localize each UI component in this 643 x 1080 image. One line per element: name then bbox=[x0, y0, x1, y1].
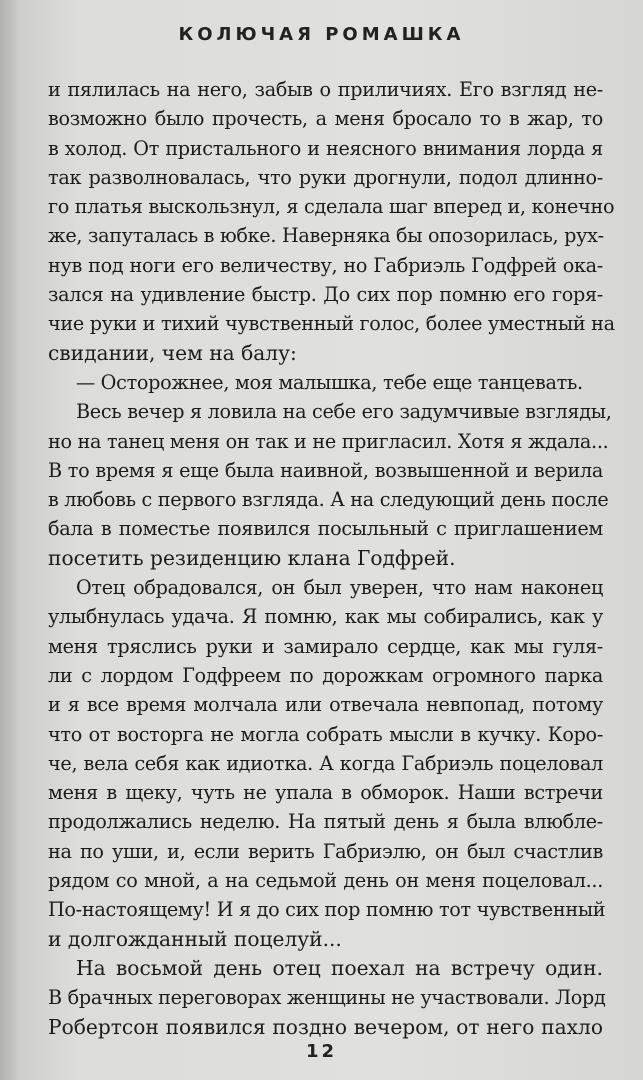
text-line: но на танец меня он так и не пригласил. Хотя я ждала... bbox=[48, 429, 609, 453]
text-line: что от восторга не могла собрать мысли в кучку. Коро- bbox=[48, 722, 603, 746]
text-line: В брачных переговорах женщины не участвовали. Лорд bbox=[48, 986, 606, 1010]
text-line: посетить резиденцию клана Годфрей. bbox=[48, 545, 456, 570]
text-line: свидании, чем на балу: bbox=[48, 340, 297, 365]
text-line: нув под ноги его величеству, но Габриэль Годфрей ока- bbox=[48, 253, 603, 277]
text-line: же, запуталась в юбке. Наверняка бы опозорилась, рух- bbox=[48, 224, 604, 248]
spine-shadow bbox=[0, 0, 20, 1080]
text-line: На восьмой день отец поехал на встречу один. bbox=[76, 955, 603, 980]
text-line: че, вела себя как идиотка. А когда Габриэль поцеловал bbox=[48, 751, 603, 775]
text-line: в любовь с первого взгляда. А на следующий день после bbox=[48, 488, 609, 512]
text-line: и я все время молчала или отвечала невпопад, потому bbox=[48, 693, 603, 717]
text-line: Весь вечер я ловила на себе его задумчивые взгляды, bbox=[76, 400, 612, 424]
text-line: на по уши, и, если верить Габриэлю, он был счастлив bbox=[48, 839, 603, 863]
text-line: улыбнулась удача. Я помню, как мы собирались, как у bbox=[48, 605, 603, 629]
text-line: так разволновалась, что руки дрогнули, подол длинно- bbox=[48, 165, 603, 189]
page-number: 12 bbox=[305, 1041, 338, 1062]
text-line: меня в щеку, чуть не упала в обморок. Наши встречи bbox=[48, 781, 603, 805]
text-line: го платья выскользнул, я сделала шаг вперед и, конечно bbox=[48, 195, 615, 219]
text-line: меня тряслись руки и замирало сердце, как мы гуля- bbox=[48, 634, 603, 658]
text-line: — Осторожнее, моя малышка, тебе еще танцевать. bbox=[76, 370, 583, 394]
text-line: в холод. От пристального и неясного внимания лорда я bbox=[48, 136, 603, 160]
text-line: бала в поместье появился посыльный с приглашением bbox=[48, 517, 603, 541]
text-line: рядом со мной, а на седьмой день он меня поцеловал... bbox=[48, 869, 603, 893]
body-text bbox=[48, 75, 615, 1042]
running-header: КОЛЮЧАЯ РОМАШКА bbox=[178, 24, 465, 45]
text-line: и долгожданный поцелуй... bbox=[48, 926, 342, 951]
text-line: зался на удивление быстр. До сих пор помню его горя- bbox=[48, 283, 603, 307]
text-line: В то время я еще была наивной, возвышенной и верила bbox=[48, 458, 603, 482]
text-line: продолжались неделю. На пятый день я была влюбле- bbox=[48, 810, 603, 834]
text-line: Отец обрадовался, он был уверен, что нам наконец bbox=[76, 576, 603, 600]
text-line: и пялилась на него, забыв о приличиях. Его взгляд не- bbox=[48, 78, 603, 101]
text-line: Робертсон появился поздно вечером, от него пахло bbox=[48, 1014, 603, 1039]
text-line: чие руки и тихий чувственный голос, более уместный на bbox=[48, 312, 615, 336]
text-line: возможно было прочесть, а меня бросало то в жар, то bbox=[48, 107, 603, 131]
text-line: По-настоящему! И я до сих пор помню тот чувственный bbox=[48, 898, 606, 922]
text-line: ли с лордом Годфреем по дорожкам огромного парка bbox=[48, 663, 603, 687]
